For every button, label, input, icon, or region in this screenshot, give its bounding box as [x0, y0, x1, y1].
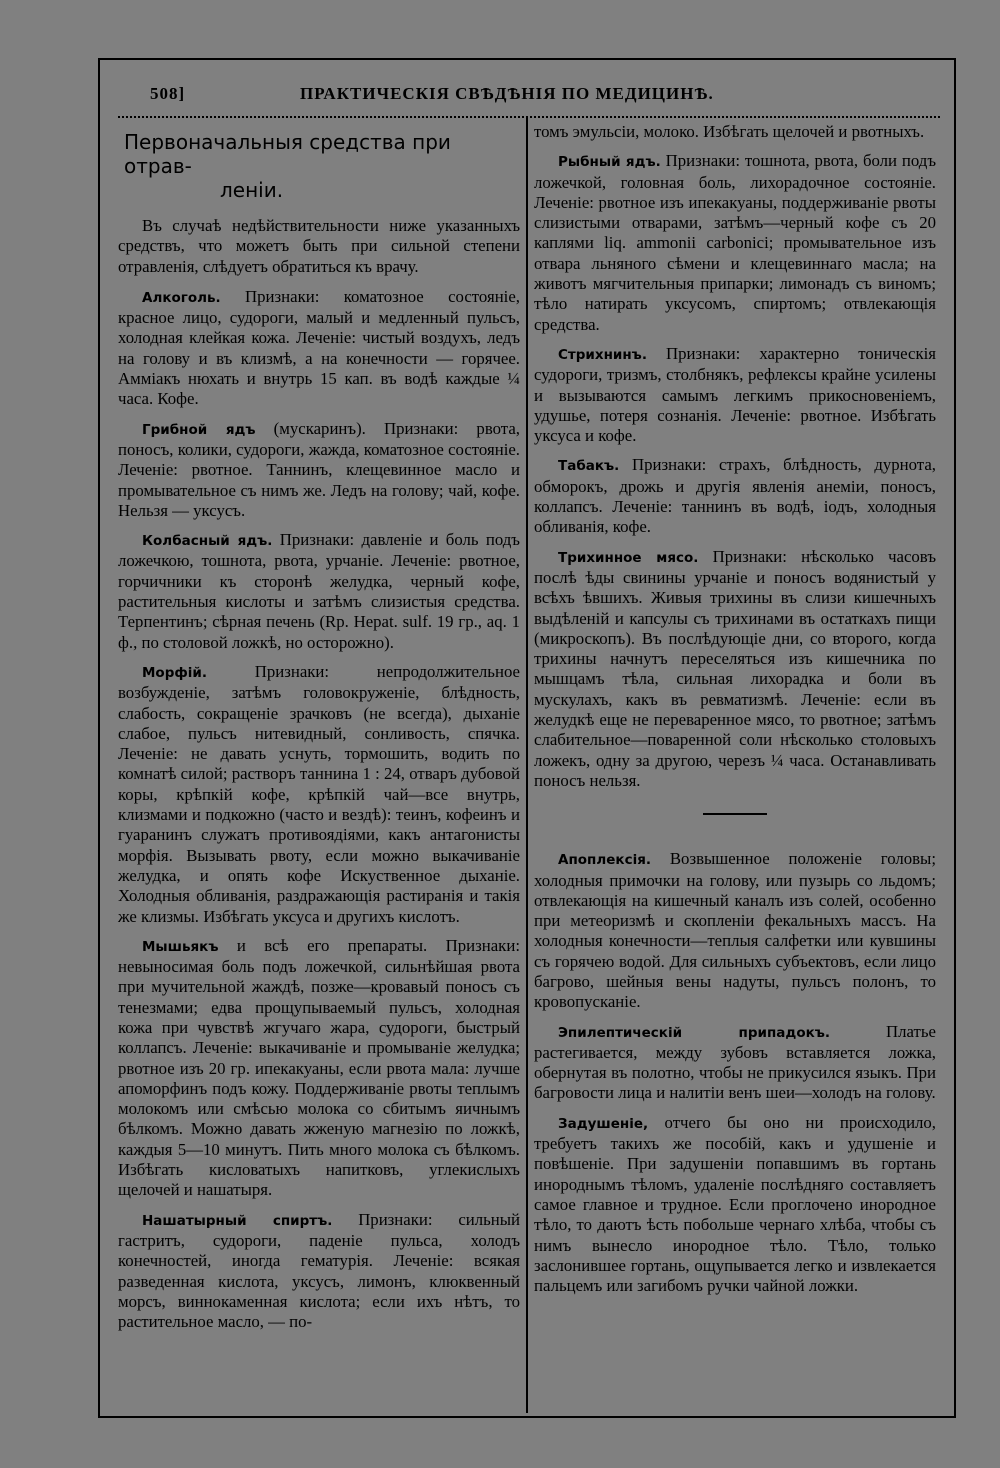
entry-strychnine — [534, 344, 936, 446]
entry-text: Возвышенное положеніе головы; холодныя примочки на голову, или пузырь со льдомъ; отвлекающія на кишечный каналъ изъ солей, особенно при метеоризмѣ и скопленіи фекальныхъ массъ. На холодныя конечности—теплыя салфетки или кувшины съ горячею водой. Для сильныхъ субъектовъ, если лицо багрово, шейныя вены надуты, пульсъ полонъ, то кровопусканіе. — [534, 849, 936, 1012]
entry-text: Признаки: характерно тоническія судороги, тризмъ, столбнякъ, рефлексы крайне усилены и вызываются самымъ легкимъ прикосновеніемъ, удушье, потеря сознанія. Леченіе: рвотное. Избѣгать уксуса и кофе. — [534, 343, 937, 446]
entry-sausage-poison — [118, 530, 520, 653]
entry-heading: Морфій. — [142, 664, 207, 681]
section-title-line: Первоначальныя средства при отрав- — [124, 130, 451, 178]
left-column — [118, 130, 520, 1341]
page-number: 508] — [150, 84, 186, 103]
entry-heading: Задушеніе, — [558, 1115, 649, 1132]
entry-alcohol — [118, 287, 520, 410]
entry-heading: Эпилептическій припадокъ. — [558, 1024, 831, 1041]
entry-text: Признаки: непродолжительное возбужденіе, затѣмъ головокруженіе, блѣдность, слабость, сокращеніе зрачковъ (не всегда), дыханіе слабое, пульсъ нитевидный, сонливость, спячка. Леченіе: не давать уснуть, тормошить, водить по комнатѣ силой; растворъ таннина 1 : 24, отваръ дубовой коры, крѣпкій кофе, крѣпкій чай—все внутрь, клизмами и подкожно (часто и вездѣ): теинъ, кофеинъ и гуаранинъ служатъ противоядіями, какъ антагонисты морфія. Вызывать рвоту, если можно выкачиваніе желудка, и опять кофе Искуственное дыханіе. Холодныя обливанія, раздражающія растиранія и такія же клизмы. Избѣгать уксуса и другихъ кислотъ. — [118, 661, 520, 926]
page-header — [150, 84, 930, 108]
entry-text: Признаки: давленіе и боль подъ ложечкою, тошнота, рвота, урчаніе. Леченіе: рвотное, горчичники къ сторонѣ желудка, черный кофе, растительныя кислоты и затѣмъ слизистыя средства. Терпентинъ; сѣрная печень (Rp. Hepat. sulf. 19 гр., aq. 1 ф., по столовой ложкѣ, но осторожно). — [118, 530, 520, 652]
entry-text: Платье растегивается, между зубовъ вставляется ложка, обернутая въ полотно, чтобы не прикусился языкъ. При багровости лица и налитіи венъ шеи—холодъ на голову. — [534, 1021, 936, 1103]
entry-tobacco — [534, 455, 936, 537]
entry-fish-poison — [534, 151, 936, 335]
running-title: ПРАКТИЧЕСКІЯ СВѢДѢНІЯ ПО МЕДИЦИНѢ. — [300, 84, 714, 103]
entry-ammonia — [118, 1210, 520, 1333]
header-rule — [118, 108, 940, 118]
entry-text: Признаки: нѣсколько часовъ послѣ ѣды свинины урчаніе и поносъ водянистый у всѣхъ ѣвшихъ. Живыя трихины въ слизи кишечныхъ выдѣленій и капсулы съ трихинами въ остаткахъ пищи (микроскопъ). Въ послѣдующіе дни, со второго, когда трихины начнутъ переселяться изъ кишечника по мышцамъ тѣла, сильная лихорадка и боли въ мускулахъ, какъ въ ревматизмѣ. Леченіе: если въ желудкѣ еще не переваренное мясо, то рвотное; затѣмъ слабительное—поваренной соли нѣсколько столовыхъ ложекъ, одну за другою, черезъ ¼ часа. Останавливать поносъ нельзя. — [534, 546, 936, 790]
section-title — [118, 130, 520, 202]
column-divider — [526, 118, 528, 1413]
entry-text: Признаки: коматозное состояніе, красное лицо, судороги, малый и медленный пульсъ, холодная клейкая кожа. Леченіе: чистый воздухъ, ледъ на голову и въ клизмѣ, а на конечности — горячее. Амміакъ нюхать и внутрь 15 кап. въ водѣ каждые ¼ часа. Кофе. — [118, 286, 520, 409]
section-title-line: леніи. — [220, 178, 284, 202]
continuation-text: томъ эмульсіи, молоко. Избѣгать щелочей и рвотныхъ. — [534, 122, 925, 141]
entry-heading: Колбасный ядъ. — [142, 533, 273, 550]
entry-heading: Мышьякъ — [142, 938, 219, 955]
entry-text: Признаки: сильный гастритъ, судороги, паденіе пульса, холодъ конечностей, иногда гематурія. Леченіе: всякая разведенная кислота, уксусъ, лимонъ, клюквенный морсъ, виннокаменная кислота; если ихъ нѣтъ, то растительное масло, — по- — [118, 1209, 521, 1332]
entry-morphine — [118, 662, 520, 927]
entry-heading: Рыбный ядъ. — [558, 154, 661, 171]
entry-text: Признаки: тошнота, рвота, боли подъ ложечкой, головная боль, лихорадочное состояніе. Леченіе: рвотное изъ ипекакуаны, поддерживаніе рвоты слизистыми отварами, затѣмъ—черный кофе съ 20 каплями liq. ammonii carbonici; промывательное изъ отвара льняного сѣмени и клещевиннаго масла; на животъ мягчительныя припарки; лимонадъ съ виномъ; тѣло натирать уксусомъ, спиртомъ; отвлекающія средства. — [534, 151, 936, 334]
entry-text: Признаки: страхъ, блѣдность, дурнота, обморокъ, дрожь и другія явленія анеміи, поносъ, коллапсъ. Леченіе: таннинъ въ водѣ, іодъ, холодныя обливанія, кофе. — [534, 455, 936, 537]
entry-arsenic — [118, 936, 520, 1201]
entry-heading: Нашатырный спиртъ. — [142, 1212, 333, 1229]
entry-heading: Табакъ. — [558, 458, 620, 475]
entry-heading: Стрихнинъ. — [558, 346, 647, 363]
entry-heading: Трихинное мясо. — [558, 549, 699, 566]
entry-text: (мускаринъ). Признаки: рвота, поносъ, колики, судороги, жажда, коматозное состояніе. Леченіе: рвотное. Таннинъ, клещевинное масло и промывательное съ нимъ же. Ледъ на голову; чай, кофе. Нельзя — уксусъ. — [118, 418, 520, 520]
entry-heading: Апоплексія. — [558, 852, 652, 869]
entry-trichinous-meat — [534, 547, 936, 792]
intro-paragraph: Въ случаѣ недѣйствительности ниже указанныхъ средствъ, что можетъ быть при сильной степени отравленія, слѣдуетъ обратиться къ врачу. — [118, 216, 520, 276]
entry-text: и всѣ его препараты. Признаки: невыносимая боль подъ ложечкой, сильнѣйшая рвота при мучительной жаждѣ, позже—кровавый поносъ съ тенезмами; едва прощупываемый пульсъ, холодная кожа при чувствѣ жгучаго жара, судороги, быстрый коллапсъ. Леченіе: выкачиваніе и промываніе желудка; рвотное изъ 20 гр. ипекакуаны, если рвота мала: лучше апоморфинъ подъ кожу. Поддерживаніе рвоты теплымъ молокомъ или смѣсью молока со сбитымъ яичнымъ бѣлкомъ. Можно давать жженую магнезію по ложкѣ, каждыя 5—10 минутъ. Пить много молока съ бѣлкомъ. Избѣгать кисловатыхъ напитковъ, углекислыхъ щелочей и нашатыря. — [118, 935, 520, 1200]
section-separator — [703, 813, 767, 815]
right-column — [534, 122, 936, 1305]
entry-text: отчего бы оно ни происходило, требуетъ такихъ же пособій, какъ и удушеніе и повѣшеніе. При задушеніи попавшимъ въ гортань инороднымъ тѣломъ, удаленіе послѣдняго составляетъ самое главное и трудное. Если проглочено инородное тѣло, то даютъ ѣсть побольше чернаго хлѣба, чтобы съ нимъ вынесло инородное тѣло. Тѣло, только заслонившее гортань, ощупывается легко и извлекается пальцемъ или загибомъ ручки чайной ложки. — [534, 1112, 937, 1296]
entry-heading: Алкоголь. — [142, 289, 221, 306]
entry-apoplexy — [534, 849, 936, 1012]
entry-epileptic-fit — [534, 1022, 936, 1104]
entry-mushroom-poison — [118, 419, 520, 521]
entry-heading: Грибной ядъ — [142, 421, 256, 438]
entry-suffocation — [534, 1113, 936, 1297]
